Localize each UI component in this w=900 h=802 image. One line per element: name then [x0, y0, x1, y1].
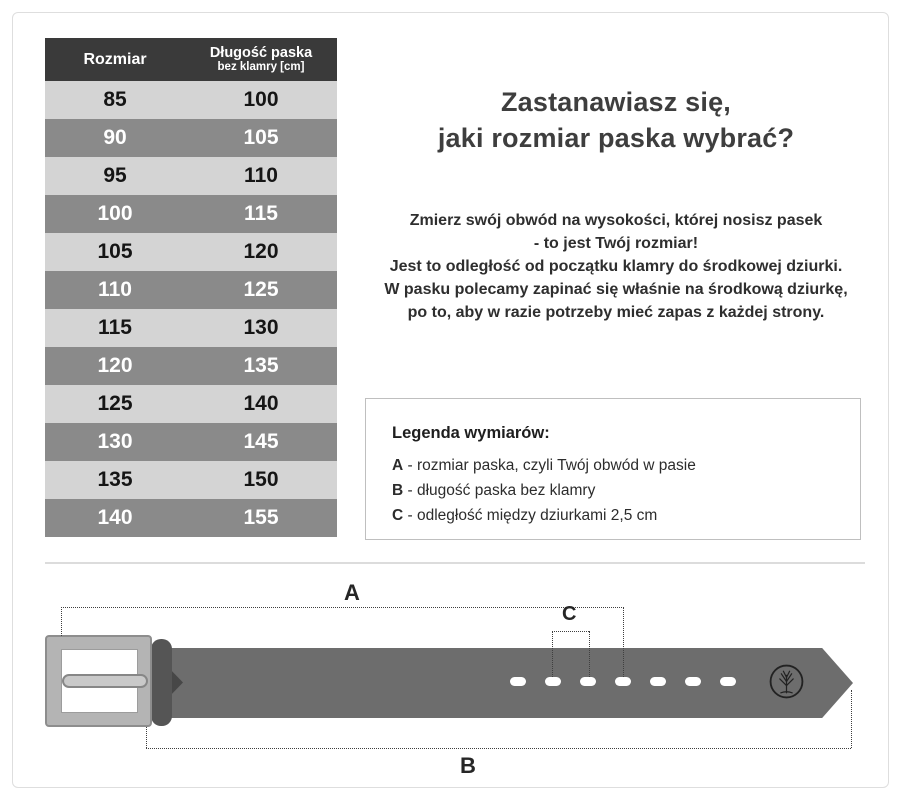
size-cell: 95 [103, 164, 127, 187]
table-row [45, 347, 337, 385]
header-col-dlugosc [185, 38, 337, 81]
size-cell: 105 [97, 240, 133, 263]
legend-text: - rozmiar paska, czyli Twój obwód w pasie [407, 457, 696, 474]
length-cell: 150 [243, 468, 279, 491]
size-cell: 110 [98, 278, 132, 301]
dimension-a-tick-left [61, 607, 62, 636]
legend-letter: B [392, 482, 404, 499]
size-cell: 120 [97, 354, 133, 377]
length-cell: 155 [243, 506, 279, 529]
length-cell: 145 [243, 430, 279, 453]
length-cell: 130 [243, 316, 279, 339]
legend-title: Legenda wymiarów: [392, 424, 550, 442]
dimension-label-a: A [344, 580, 360, 605]
table-row [45, 233, 337, 271]
size-cell: 125 [97, 392, 133, 415]
tree-logo-icon [768, 663, 805, 700]
dimension-label-b: B [460, 753, 476, 778]
length-cell: 120 [243, 240, 279, 263]
page-title-line1: Zastanawiasz się, [500, 87, 731, 117]
length-cell: 140 [243, 392, 279, 415]
intro-line: W pasku polecamy zapinać się właśnie na środkową dziurkę, [384, 281, 848, 298]
length-cell: 135 [243, 354, 279, 377]
belt-hole [580, 677, 596, 686]
table-row [45, 309, 337, 347]
dimension-c-line [552, 631, 589, 632]
legend-text: - odległość między dziurkami 2,5 cm [407, 507, 658, 524]
table-row [45, 499, 337, 537]
page-title [352, 84, 880, 156]
dimension-a-line [61, 607, 624, 608]
dimension-label-c: C [562, 603, 577, 625]
size-cell: 85 [103, 88, 127, 111]
header-col-rozmiar: Rozmiar [83, 50, 147, 68]
dimension-b-tick-left [146, 727, 147, 748]
dimension-b-tick-right [851, 690, 852, 748]
belt-hole [685, 677, 701, 686]
legend-box [365, 398, 861, 540]
belt-hole [545, 677, 561, 686]
belt-keeper [151, 639, 172, 726]
size-cell: 100 [97, 202, 133, 225]
table-row [45, 271, 337, 309]
belt-hole [510, 677, 526, 686]
intro-text [352, 209, 880, 324]
table-row [45, 157, 337, 195]
section-divider [45, 562, 865, 564]
table-row [45, 423, 337, 461]
size-table [45, 38, 337, 537]
length-cell: 105 [243, 126, 279, 149]
legend-item-a [392, 453, 850, 478]
table-row [45, 195, 337, 233]
dimension-c-tick-left [552, 631, 553, 677]
length-cell: 110 [244, 164, 278, 187]
length-cell: 100 [243, 88, 279, 111]
legend-letter: C [392, 507, 404, 524]
legend-letter: A [392, 457, 404, 474]
legend-text: - długość paska bez klamry [407, 482, 596, 499]
size-cell: 90 [103, 126, 127, 149]
dimension-b-line [146, 748, 851, 749]
size-table-header [45, 38, 337, 81]
belt-hole [720, 677, 736, 686]
size-cell: 130 [97, 430, 133, 453]
legend-item-c [392, 503, 850, 528]
legend-item-b [392, 478, 850, 503]
header-col-dlugosc-line1: Długość paska [209, 45, 313, 61]
belt-hole [650, 677, 666, 686]
belt-hole [615, 677, 631, 686]
size-cell: 140 [97, 506, 133, 529]
dimension-c-tick-right [589, 631, 590, 677]
buckle-prong [62, 674, 148, 688]
table-row [45, 119, 337, 157]
intro-line: - to jest Twój rozmiar! [533, 235, 699, 252]
table-row [45, 461, 337, 499]
header-col-dlugosc-line2: bez klamry [cm] [217, 61, 305, 73]
table-row [45, 385, 337, 423]
table-row [45, 81, 337, 119]
size-cell: 115 [98, 316, 132, 339]
length-cell: 125 [243, 278, 279, 301]
intro-line: Zmierz swój obwód na wysokości, której nosisz pasek [409, 212, 823, 229]
belt-strap [152, 648, 853, 718]
size-cell: 135 [97, 468, 133, 491]
intro-line: Jest to odległość od początku klamry do środkowej dziurki. [389, 258, 843, 275]
intro-line: po to, aby w razie potrzeby mieć zapas z każdej strony. [407, 304, 825, 321]
length-cell: 115 [244, 202, 278, 225]
page-title-line2: jaki rozmiar paska wybrać? [437, 123, 795, 153]
dimension-a-tick-right [623, 607, 624, 677]
